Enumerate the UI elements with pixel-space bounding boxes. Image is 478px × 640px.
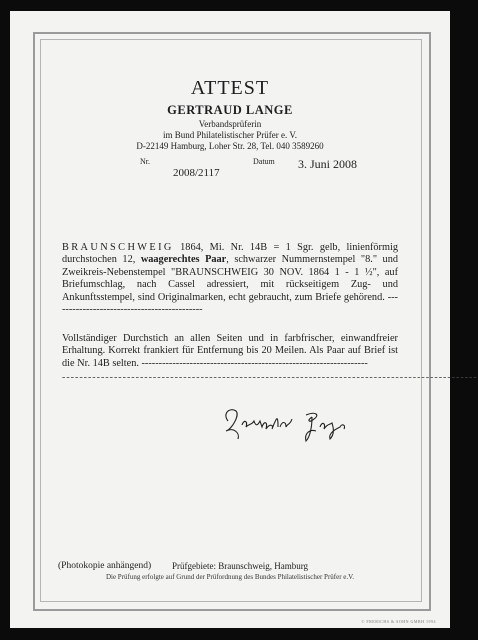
condition-paragraph [62, 333, 398, 370]
examiner-role: Verbandsprüferin [198, 119, 262, 129]
description-bold: waagerechtes Paar [140, 254, 227, 266]
issue-name: BRAUNSCHWEIG [62, 242, 174, 253]
signature-image [220, 403, 370, 443]
nr-value: 2008/2117 [173, 167, 220, 179]
printer-imprint: © FRERICHS & SOHN GMBH 1994 [361, 619, 436, 624]
examination-areas: Prüfgebiete: Braunschweig, Hamburg [172, 561, 309, 571]
condition-text: Vollständiger Durchstich an allen Seiten und in farbfrischer, einwandfreier Erhaltung. Korrekt frankiert für Entfernung bis 20 Meilen. Als Paar auf Brief ist die Nr. 14B selten. ------------------------------------------------------------------ [62, 333, 398, 369]
certificate-title: ATTEST [190, 77, 270, 99]
certificate-sheet [10, 11, 478, 628]
photocopy-note: (Photokopie anhängend) [58, 561, 152, 571]
examiner-name: GERTRAUD LANGE [167, 103, 293, 117]
description-text-a: 1864, Mi. Nr. 14B = 1 Sgr. gelb, linienförmig durchstochen 12, [62, 242, 399, 266]
nr-label: Nr. [140, 157, 150, 166]
date-label: Datum [253, 157, 275, 166]
legal-note: Die Prüfung erfolgte auf Grund der Prüfordnung des Bundes Philatelistischer Prüfer e.V. [105, 573, 355, 581]
examiner-address: D-22149 Hamburg, Loher Str. 28, Tel. 040 3589260 [136, 141, 324, 151]
examiner-association: im Bund Philatelistischer Prüfer e. V. [163, 130, 297, 140]
description-paragraph [62, 242, 398, 316]
description-text-b: , schwarzer Nummernstempel "8." und Zweikreis-Nebenstempel "BRAUNSCHWEIG 30 NOV. 1864 1 - 1 ½", auf Briefumschlag, nach Cassel adressiert, mit rückseitigem Zug- und Ankunftsstempel, sind Originalmarken, echt gebraucht, zum Briefe gehörend. -------------------------------------------- [62, 254, 398, 316]
date-value: 3. Juni 2008 [298, 157, 358, 171]
divider-dashes: ------------------------------------------------------------------------------------------------ [62, 372, 478, 383]
